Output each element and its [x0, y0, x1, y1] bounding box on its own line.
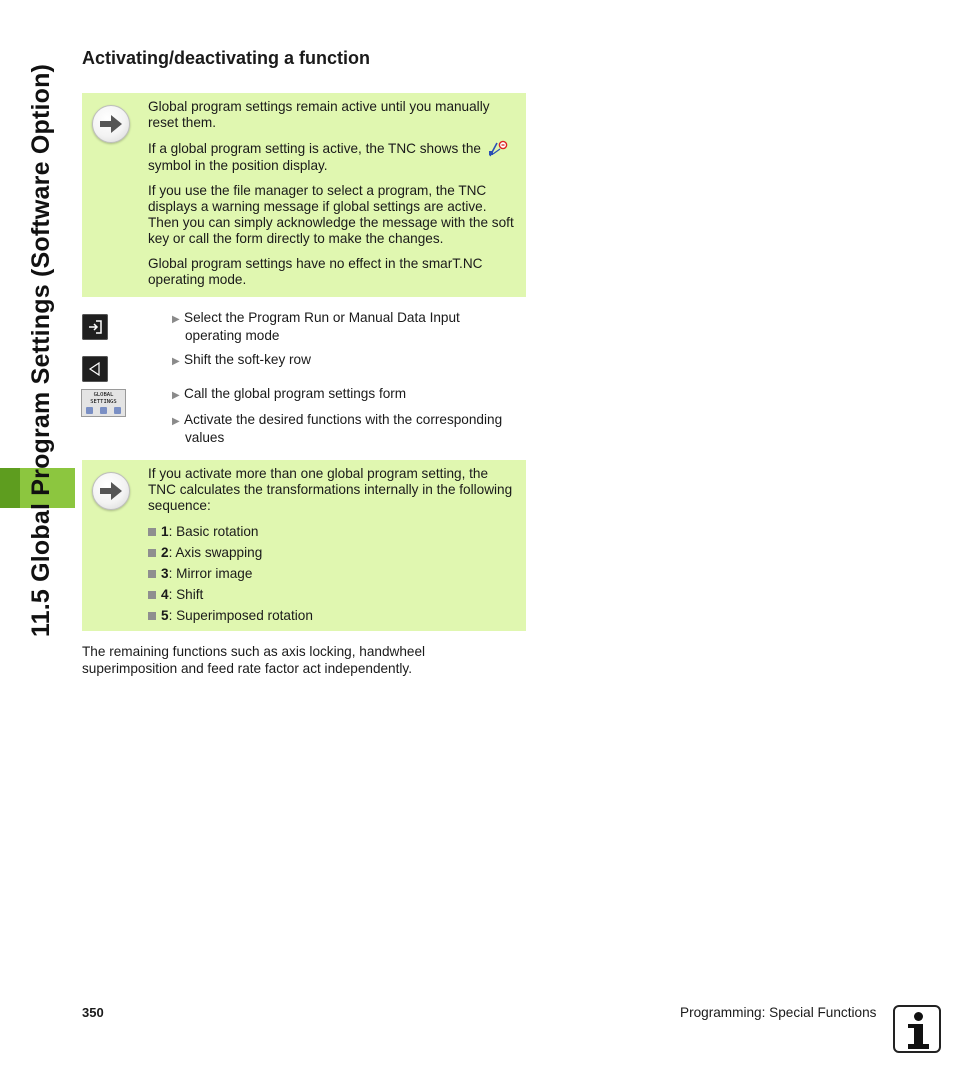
step-arrow-icon: ▶: [172, 356, 180, 367]
bullet-square-icon: [148, 612, 156, 620]
note-para-4: Global program settings have no effect in the smarT.NC operating mode.: [148, 256, 483, 287]
chapter-tab-marker: [0, 468, 20, 508]
note-box-info: [82, 93, 526, 297]
bullet-square-icon: [148, 528, 156, 536]
list-item: 5: Superimposed rotation: [148, 608, 514, 624]
note-para-1: Global program settings remain active until you manually reset them.: [148, 99, 490, 130]
softkey-label-2: SETTINGS: [90, 398, 117, 405]
triangle-left-icon: [87, 361, 103, 377]
section-heading: Activating/deactivating a function: [82, 48, 371, 68]
softkey-mini-icons: [82, 407, 125, 414]
page-number: 350: [82, 1005, 104, 1020]
list-item: 2: Axis swapping: [148, 545, 514, 561]
arrow-right-icon: [92, 472, 130, 510]
footer-chapter-title: Programming: Special Functions: [680, 1005, 877, 1020]
enter-mode-icon: [87, 319, 103, 335]
chapter-side-title-text: 11.5 Global Program Settings (Software Option): [27, 63, 56, 637]
arrow-right-icon: [92, 105, 130, 143]
note-para-2: If a global program setting is active, the TNC shows the symbol in the position display.: [148, 140, 514, 174]
step-item: ▶ Activate the desired functions with the corresponding values: [172, 412, 503, 445]
note-para-3: If you use the file manager to select a program, the TNC displays a warning message if global settings are active. Then you can simply acknowledge the message with the soft key or call the form directly to make the changes.: [148, 183, 514, 246]
step-item: ▶ Select the Program Run or Manual Data Input operating mode: [172, 310, 460, 343]
step-arrow-icon: ▶: [172, 416, 180, 427]
step-arrow-icon: ▶: [172, 314, 180, 325]
step-item: ▶ Call the global program settings form: [172, 386, 532, 404]
note-box-sequence: [82, 460, 526, 631]
sequence-list: [148, 524, 514, 624]
step-arrow-icon: ▶: [172, 390, 180, 401]
chapter-side-title: [22, 50, 62, 650]
list-item: 4: Shift: [148, 587, 514, 603]
global-settings-symbol-icon: [488, 140, 508, 158]
bullet-square-icon: [148, 591, 156, 599]
bullet-square-icon: [148, 570, 156, 578]
global-settings-softkey[interactable]: [81, 389, 126, 417]
info-icon: [893, 1005, 941, 1053]
bullet-square-icon: [148, 549, 156, 557]
list-item: 3: Mirror image: [148, 566, 514, 582]
list-item: 1: Basic rotation: [148, 524, 514, 540]
program-run-mode-key[interactable]: [82, 314, 108, 340]
step-item: ▶ Shift the soft-key row: [172, 352, 532, 370]
body-paragraph: The remaining functions such as axis locking, handwheel superimposition and feed rate factor act independently.: [82, 644, 426, 676]
note2-intro: If you activate more than one global program setting, the TNC calculates the transformations internally in the following sequence:: [148, 466, 513, 513]
softkey-label-1: GLOBAL: [93, 392, 114, 398]
shift-softkey-row-key[interactable]: [82, 356, 108, 382]
